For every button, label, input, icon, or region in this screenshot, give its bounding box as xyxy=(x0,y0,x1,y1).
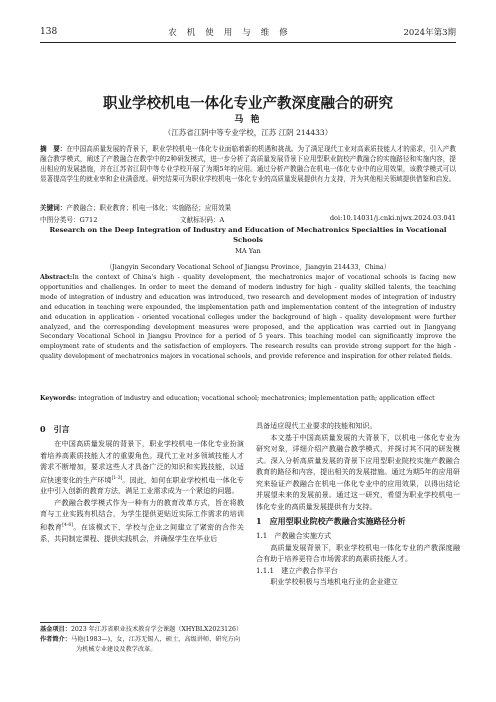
abstract-en-label: Abstract: xyxy=(40,274,73,281)
english-author: MA Yan xyxy=(235,247,261,255)
section-heading-1: 1 应用型职业院校产教融合实施路径分析 xyxy=(256,516,406,526)
section-heading-1-1-1: 1.1.1 建立产教合作平台 xyxy=(256,565,338,575)
left-column xyxy=(40,420,244,616)
footnote xyxy=(40,625,246,654)
abstract-zh-text: 在中国高质量发展的背景下，职业学校机电一体化专业面临着新的机遇和挑战。为了满足现代工业对高素质技能人才的需求，引入产教融合教学模式，阐述了产教融合在教学中的2种研发模式，进一步分析了高质量发展背景下应用型职业院校产教融合的实施路径和实施内容，提出相应的发展措施，并在江苏省江阴中等专业学校开展了为期5年的应用。通过分析产教融合在机电一体化专业中的应用效果，该教学模式可以显著提高学生的就业率和企业满意度。研究结果可为职业学校机电一体化专业的高质量发展提供有力支持，并为其他相关领域提供借鉴和启发。 xyxy=(40,145,456,183)
right-column xyxy=(256,420,460,696)
issue-label: 2024年第3期 xyxy=(403,28,456,38)
fund-note: 基金项目：2023 年江苏省职业技术教育学会课题（XHYBLX2023126） xyxy=(40,626,243,633)
abstract-en-text: In the context of China's high - quality development, the mechatronics major of vocational schools is facing new opportunities and challenges. In order to meet the demand of modern industry for high - quality skilled talents, the teaching mode of integration of industry and education was introduced, two research and development modes of integration of industry and education in teaching were expounded, the implementation path and implementation content of the integration of industry and education in application - oriented vocational colleges under the background of high - quality development were further analyzed, and the corresponding development measures were proposed, and the application was carried out in Jiangyang Secondary Vocational School in Jiangsu Province for a period of 5 years. This teaching model can significantly improve the employment rate of students and the satisfaction of employers. The research results can provide strong support for the high - quality development of mechatronics majors in vocational schools, and provide reference and inspiration for other related fields. xyxy=(40,274,456,361)
abstract-en xyxy=(40,273,456,392)
body-paragraph: 高质量发展背景下，职业学校机电一体化专业的产教深度融合有助于培养更符合市场需求的高素质技能人才。 xyxy=(256,542,460,563)
abstract-zh-label: 摘 要： xyxy=(40,145,67,153)
abstract-zh xyxy=(40,144,456,202)
body-paragraph: 产教融合教学模式作为一种有力的教育改革方式，旨在将教育与工业实践有机结合，为学生提供更贴近实际工作需求的培训和教育[4-6]。在该模式下，学校与企业之间建立了紧密的合作关系，共同制定课程、提供实践机会，并确保学生在毕业后 xyxy=(40,497,244,543)
citation: [1-3] xyxy=(111,475,123,481)
author-note: 作者简介：马艳(1983—)，女，江苏无锡人，硕士，高级讲师，研究方向为机械专业建设及教学改革。 xyxy=(40,635,241,653)
author-affiliation: （江苏省江阴中等专业学校，江苏 江阴 214433） xyxy=(163,128,333,137)
running-header xyxy=(40,24,456,40)
author-name: 马 艳 xyxy=(234,115,262,125)
body-paragraph: 具备适应现代工业要求的技能和知识。 xyxy=(256,421,377,430)
doi: doi:10.14031/j.cnki.njwx.2024.03.041 xyxy=(329,214,456,222)
keywords-en xyxy=(40,394,456,414)
english-affiliation: （Jiangyin Secondary Vocational School of Jiangsu Province，Jiangyin 214433，China） xyxy=(105,263,391,271)
section-heading-introduction: 0 引言 xyxy=(40,424,70,434)
keywords-en-label: Keywords: xyxy=(40,395,77,402)
body-paragraph: 职业学校积极与当地机电行业的企业建立 xyxy=(270,577,398,586)
document-code: 文献标识码：A xyxy=(180,216,225,224)
section-heading-1-1: 1.1 产教融合实施方式 xyxy=(256,531,332,540)
english-title: Research on the Deep Integration of Industry and Education of Mechatronics Specialties in Vocational Schools xyxy=(49,226,447,244)
header-rule xyxy=(40,42,456,43)
footnote-rule xyxy=(40,622,100,623)
paper-title: 职业学校机电一体化专业产教深度融合的研究 xyxy=(103,95,393,112)
keywords-zh xyxy=(40,203,456,213)
keywords-zh-label: 关键词： xyxy=(40,204,67,212)
citation: [4-6] xyxy=(62,522,74,528)
body-paragraph: 在中国高质量发展的背景下，职业学校机电一体化专业扮演着培养高素质技能人才的重要角色。现代工业对多领域技能人才需求不断增加，要求这些人才具备广泛的知识和实践技能，以适应快速变化的生产环境[1-3]。因此，如何在职业学校机电一体化专业中引入创新的教育方法，满足工业需求成为一个紧迫的问题。 xyxy=(40,439,244,496)
journal-name: 农机使用与维修 xyxy=(168,28,298,38)
keywords-en-text: integration of industry and education; vocational school; mechatronics; implementation path; application effect xyxy=(78,395,435,402)
clc-number: 中图分类号：G712 xyxy=(40,216,98,224)
body-paragraph: 本文基于中国高质量发展的大背景下，以机电一体化专业为研究对象，详细介绍产教融合教学模式，并探讨其不同的研发模式。深入分析高质量发展的背景下应用型职业院校实施产教融合教育的路径和内容，提出相关的发展措施。通过为期5年的应用研究来验证产教融合在机电一体化专业中的应用效果，以得出结论并展望未来的发展前景。通过这一研究，希望为职业学校机电一体化专业的高质量发展提供有力支持。 xyxy=(256,432,460,511)
keywords-zh-text: 产教融合；职业教育；机电一体化；实施路径；应用效果 xyxy=(66,204,232,212)
classification-row xyxy=(40,214,456,224)
page-number: 138 xyxy=(40,27,58,37)
